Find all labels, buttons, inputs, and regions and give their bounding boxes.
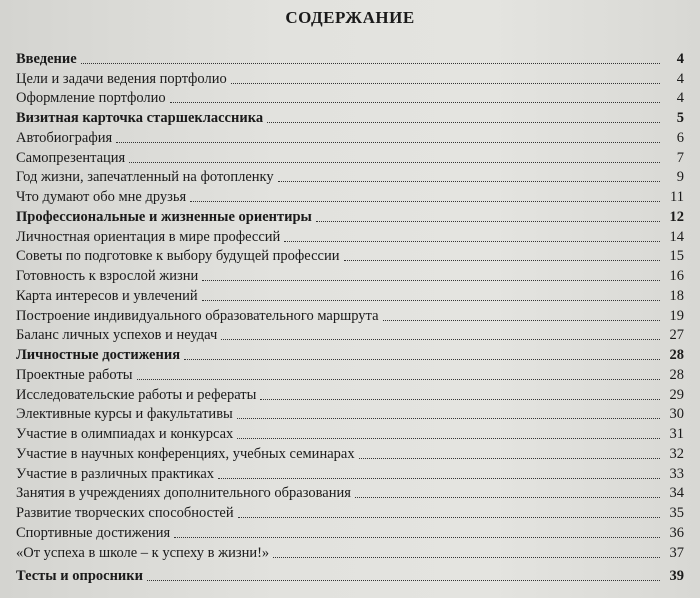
toc-row-15	[16, 344, 686, 364]
toc-entry-title: «От успеха в школе – к успеху в жизни!»	[16, 544, 270, 561]
dot-leader	[137, 378, 660, 380]
toc-entry-title: Занятия в учреждениях дополнительного образования	[16, 485, 351, 502]
toc-entry-title: Развитие творческих способностей	[16, 505, 234, 521]
toc-page-number: 33	[669, 465, 684, 482]
toc-entry-title: Что думают обо мне друзья	[16, 189, 187, 205]
dot-leader	[202, 279, 660, 281]
toc-entry-title: Проектные работы	[16, 366, 133, 383]
dot-leader	[231, 82, 660, 84]
toc-row-5	[16, 147, 686, 167]
toc-entry-title: Тесты и опросники	[16, 568, 143, 585]
toc-page-number: 4	[676, 50, 684, 67]
toc-row-10	[16, 246, 686, 266]
toc-page-number: 14	[669, 228, 684, 245]
toc-page-number: 6	[676, 129, 684, 146]
toc-entry-title: Участие в научных конференциях, учебных семинарах	[16, 445, 355, 462]
toc-row-18	[16, 404, 686, 424]
toc-page-number: 36	[669, 524, 684, 541]
toc-row-20	[16, 443, 686, 463]
toc-entry-title: Оформление портфолио	[16, 90, 166, 107]
toc-page-number: 18	[669, 287, 684, 304]
toc-row-21	[16, 463, 686, 483]
dot-leader	[116, 141, 660, 143]
toc-entry-title: Советы по подготовке к выбору будущей профессии	[16, 248, 340, 265]
toc-row-22	[16, 483, 686, 503]
toc-page-number: 30	[669, 406, 684, 423]
toc-row-3	[16, 107, 686, 127]
toc-row-17	[16, 384, 686, 404]
dot-leader	[170, 101, 660, 103]
dot-leader	[284, 240, 660, 242]
toc-entry-title: Визитная карточка старшеклассника	[16, 110, 264, 126]
toc-row-1	[16, 68, 686, 88]
dot-leader	[237, 437, 660, 439]
toc-page-number: 39	[669, 568, 684, 585]
dot-leader	[202, 299, 660, 301]
toc-page-number: 28	[669, 366, 684, 383]
dot-leader	[316, 220, 660, 222]
toc-page-number: 12	[669, 208, 684, 225]
toc-entry-title: Профессиональные и жизненные ориентиры	[16, 208, 312, 225]
toc-entry-title: Карта интересов и увлечений	[16, 287, 198, 304]
toc-page-number: 5	[676, 110, 684, 126]
toc-page-number: 37	[669, 544, 684, 561]
toc-entry-title: Год жизни, запечатленный на фотопленку	[16, 169, 274, 186]
toc-row-4	[16, 127, 686, 147]
dot-leader	[218, 477, 660, 479]
toc-row-14	[16, 325, 686, 345]
toc-row-13	[16, 305, 686, 325]
dot-leader	[273, 556, 660, 558]
toc-page-number: 4	[676, 90, 684, 107]
toc-row-23	[16, 502, 686, 522]
dot-leader	[238, 516, 660, 518]
toc-entry-title: Самопрезентация	[16, 149, 126, 166]
toc-page-number: 34	[669, 485, 684, 502]
toc-page-number: 11	[670, 189, 684, 205]
toc-row-16	[16, 364, 686, 384]
toc-page-number: 7	[676, 149, 684, 166]
dot-leader	[267, 121, 660, 123]
dot-leader	[260, 398, 660, 400]
toc-entry-title: Участие в олимпиадах и конкурсах	[16, 426, 234, 442]
toc-row-12	[16, 285, 686, 305]
toc-row-25	[16, 542, 686, 562]
toc-page-number: 29	[669, 386, 684, 403]
toc-row-9	[16, 226, 686, 246]
toc-row-24	[16, 522, 686, 542]
toc-row-0	[16, 48, 686, 68]
dot-leader	[190, 200, 660, 202]
toc-page-number: 4	[676, 70, 684, 87]
toc-page-number: 19	[669, 307, 684, 324]
toc-row-11	[16, 265, 686, 285]
toc-entry-title: Элективные курсы и факультативы	[16, 406, 233, 423]
toc-entry-title: Построение индивидуального образовательного маршрута	[16, 307, 379, 324]
toc-page-number: 32	[669, 445, 684, 462]
toc-row-8	[16, 206, 686, 226]
toc-entry-title: Баланс личных успехов и неудач	[16, 327, 218, 344]
toc-entry-title: Исследовательские работы и рефераты	[16, 386, 257, 403]
dot-leader	[129, 161, 660, 163]
dot-leader	[174, 536, 660, 538]
toc-entry-title: Спортивные достижения	[16, 524, 171, 541]
dot-leader	[184, 358, 660, 360]
toc-row-19	[16, 423, 686, 443]
toc-row-7	[16, 186, 686, 206]
toc-entry-title: Введение	[16, 50, 77, 67]
table-of-contents	[16, 48, 686, 585]
toc-entry-title: Личностные достижения	[16, 347, 181, 363]
dot-leader	[344, 259, 661, 261]
dot-leader	[278, 180, 660, 182]
dot-leader	[147, 579, 660, 581]
dot-leader	[383, 319, 660, 321]
toc-page-number: 28	[669, 347, 684, 363]
dot-leader	[81, 62, 660, 64]
toc-page-number: 15	[669, 248, 684, 265]
toc-page-number: 27	[669, 327, 684, 344]
toc-row-6	[16, 167, 686, 187]
toc-entry-title: Личностная ориентация в мире профессий	[16, 228, 281, 245]
toc-row-2	[16, 88, 686, 108]
toc-page-number: 9	[676, 169, 684, 186]
page-title: СОДЕРЖАНИЕ	[285, 8, 415, 27]
toc-page-number: 16	[669, 268, 684, 284]
toc-page-number: 31	[669, 426, 684, 442]
dot-leader	[355, 496, 660, 498]
toc-page-number: 35	[669, 505, 684, 521]
dot-leader	[237, 417, 660, 419]
toc-entry-title: Автобиография	[16, 129, 113, 146]
dot-leader	[221, 338, 660, 340]
toc-entry-title: Участие в различных практиках	[16, 465, 215, 482]
toc-entry-title: Цели и задачи ведения портфолио	[16, 70, 227, 87]
toc-row-26	[16, 566, 686, 586]
toc-entry-title: Готовность к взрослой жизни	[16, 268, 199, 284]
dot-leader	[359, 457, 660, 459]
